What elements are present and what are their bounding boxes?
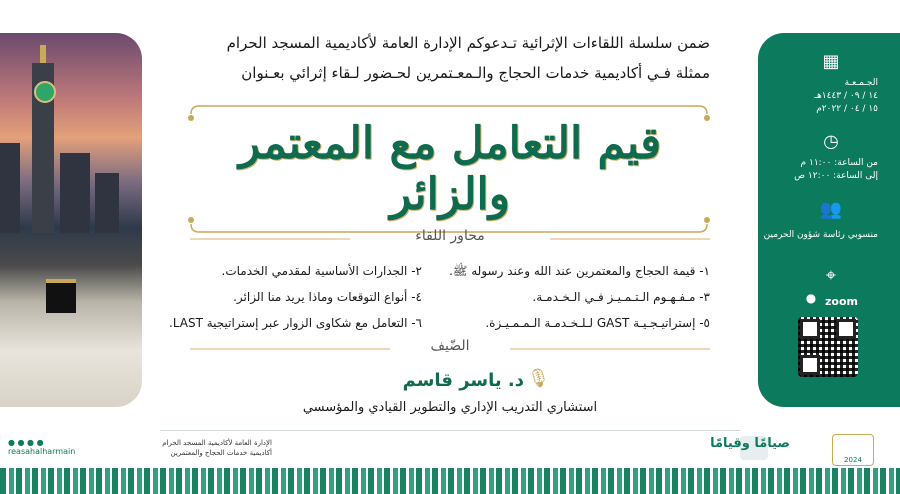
logo-year: 2024 xyxy=(844,456,862,464)
event-date-gregorian: ١٥ / ٠٤ / ٢٠٢٢م xyxy=(816,104,878,114)
event-title: قيم التعامل مع المعتمر والزائر xyxy=(238,118,662,220)
kaaba-image xyxy=(46,279,76,313)
axis-item-5: ٥- إستراتيـجـيـة GAST لـلـخـدمـة الـمـمـيـزة. xyxy=(485,316,710,330)
makkah-photo xyxy=(0,33,142,407)
divider-right xyxy=(550,236,710,242)
time-to: إلى الساعة: ١٢:٠٠ ص xyxy=(794,171,878,181)
clock-icon: ◷ xyxy=(823,131,839,152)
intro-line-1: ضمن سلسلة اللقاءات الإثرائية تـدعوكم الإدارة العامة لأكاديمية المسجد الحرام xyxy=(226,34,710,52)
decorative-pattern-band xyxy=(0,468,900,494)
axis-item-3: ٣- مـفـهـوم الـتـمـيـز فـي الـخـدمـة. xyxy=(532,290,710,304)
axis-item-6: ٦- التعامل مع شكاوى الزوار عبر إستراتيجية LAST. xyxy=(168,316,422,330)
footer-org-line1: الإدارة العامة لأكاديمية المسجد الحرام xyxy=(162,439,272,447)
clock-tower-icon xyxy=(34,81,56,103)
microphone-icon: 🎙 xyxy=(527,368,550,389)
zoom-icon: ● xyxy=(805,291,817,305)
footer-org-line2: أكاديمية خدمات الحجاج والمعتمرين xyxy=(170,449,272,457)
axes-label: محاور اللقاء xyxy=(415,228,485,244)
guest-role: استشاري التدريب الإداري والتطوير القيادي والمؤسسي xyxy=(302,400,598,415)
handle-text: reasahalharmain xyxy=(8,447,76,456)
slogan: صيامًا وقيامًا xyxy=(710,436,790,451)
social-handle xyxy=(8,438,138,456)
axis-item-1: ١- قيمة الحجاج والمعتمرين عند الله وعند رسوله ﷺ. xyxy=(449,264,710,278)
axis-item-4: ٤- أنواع التوقعات وماذا يريد منا الزائر. xyxy=(233,290,422,304)
zoom-label: zoom xyxy=(825,295,858,308)
footer-org xyxy=(162,438,272,458)
event-info-panel xyxy=(758,33,900,407)
social-icons: ● ● ● ● xyxy=(8,438,44,447)
ramadan-logo xyxy=(832,434,874,466)
intro-line-2: ممثلة فـي أكاديمية خدمات الحجاج والـمعـتمرين لحـضور لـقاء إثرائي بعـنوان xyxy=(241,64,710,82)
guest-divider-right xyxy=(510,346,710,352)
event-date-hijri: ١٤ / ٠٩ / ١٤٤٣هـ xyxy=(814,91,878,101)
location-icon: ⌖ xyxy=(825,265,837,286)
calendar-icon: ▦ xyxy=(822,51,840,72)
axis-item-2: ٢- الجدارات الأساسية لمقدمي الخدمات. xyxy=(221,264,422,278)
guest-label: الضّيف xyxy=(430,338,470,354)
people-icon: 👥 xyxy=(819,199,843,220)
guest-name: د. ياسر قاسم xyxy=(402,370,524,391)
time-from: من الساعة: ١١:٠٠ م xyxy=(800,158,878,168)
event-day: الجـمـعـة xyxy=(844,78,878,88)
qr-code[interactable] xyxy=(798,317,858,377)
guest-divider-left xyxy=(190,346,390,352)
footer-divider xyxy=(160,430,740,431)
divider-left xyxy=(190,236,350,242)
audience-text: منسوبي رئاسة شؤون الحرمين xyxy=(763,230,878,240)
